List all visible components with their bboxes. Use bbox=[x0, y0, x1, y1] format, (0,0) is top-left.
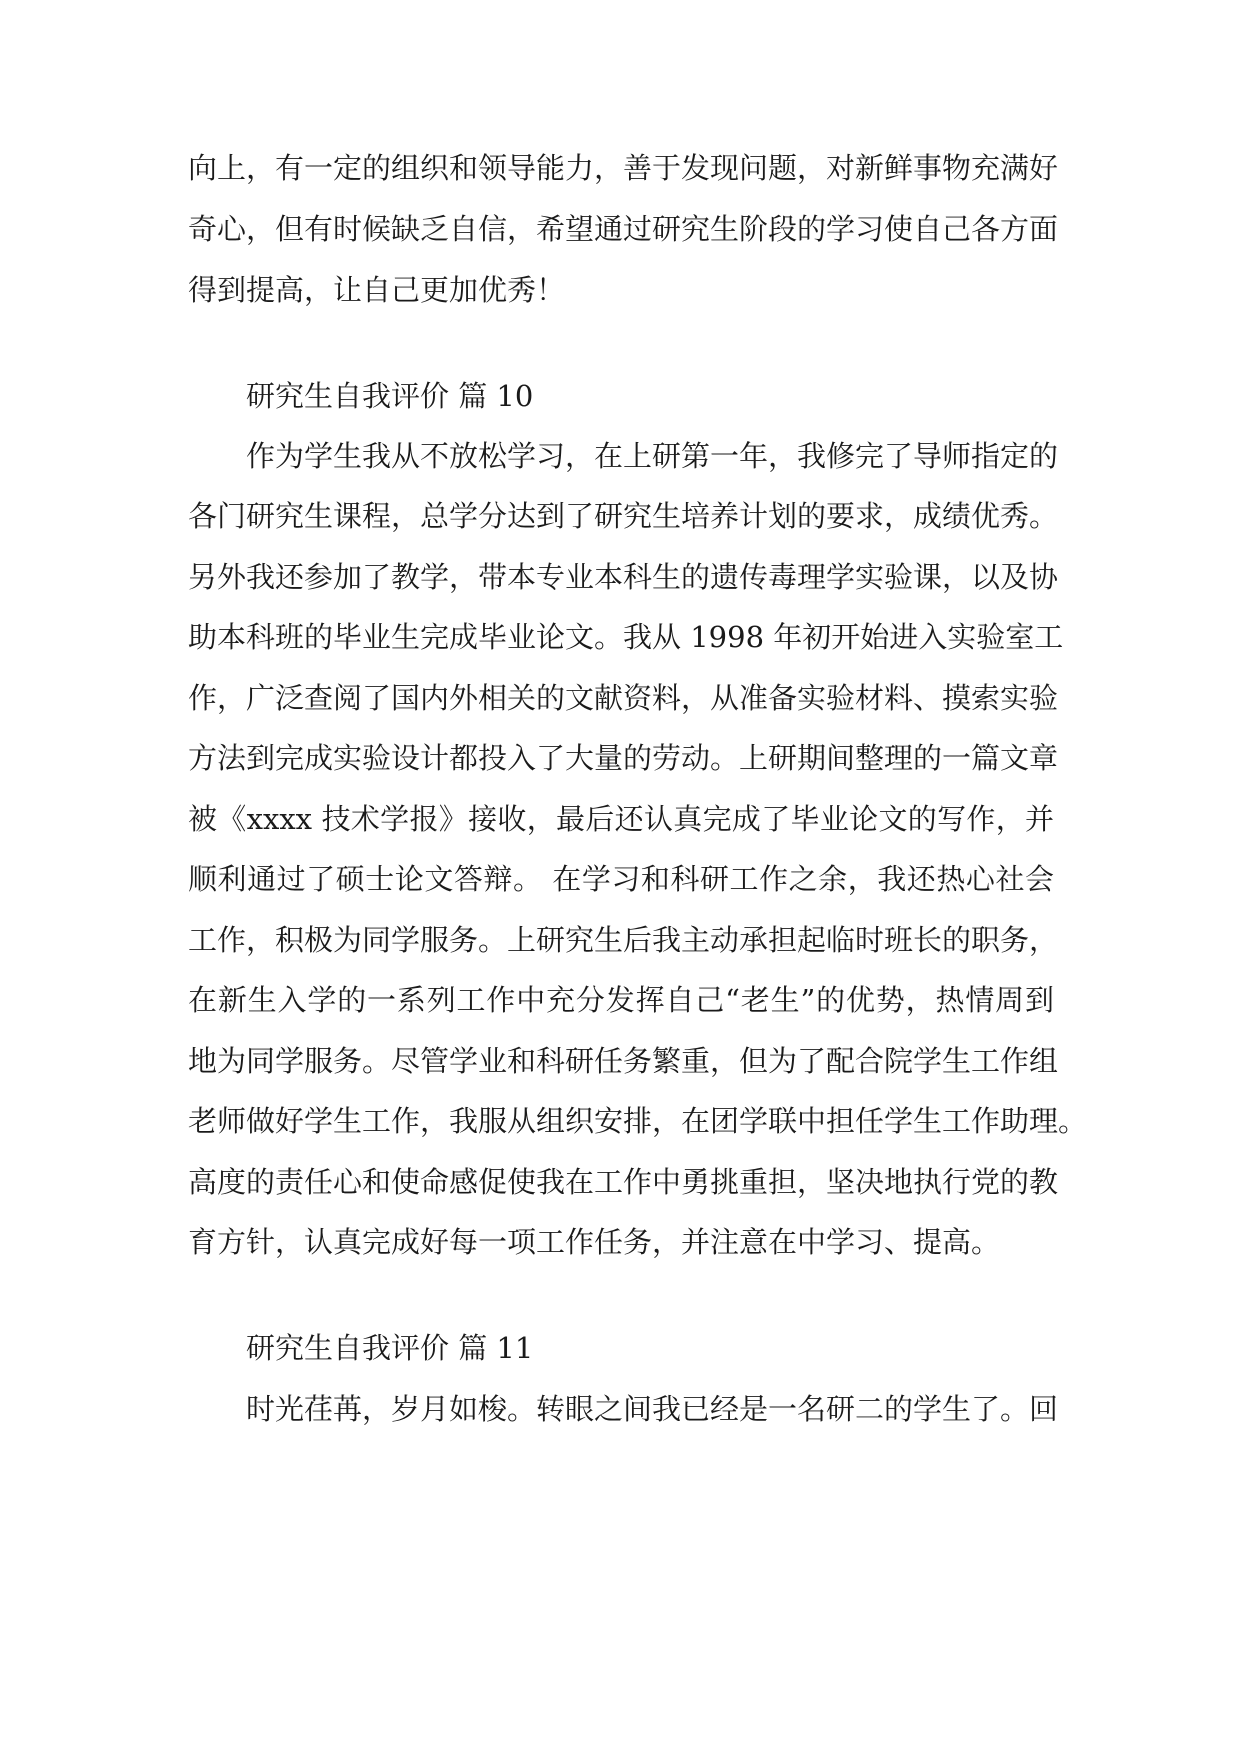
paragraph-line: 育方针，认真完成好每一项工作任务，并注意在中学习、提高。 bbox=[188, 1225, 1001, 1259]
paragraph-line: 作，广泛查阅了国内外相关的文献资料，从准备实验材料、摸索实验 bbox=[188, 681, 1059, 715]
paragraph-line: 在新生入学的一系列工作中充分发挥自己“老生”的优势，热情周到 bbox=[188, 983, 1054, 1017]
section-heading: 研究生自我评价 篇 10 bbox=[246, 379, 534, 413]
paragraph-line: 各门研究生课程，总学分达到了研究生培养计划的要求，成绩优秀。 bbox=[188, 499, 1059, 533]
paragraph-line: 奇心，但有时候缺乏自信，希望通过研究生阶段的学习使自己各方面 bbox=[188, 212, 1059, 246]
paragraph-line: 得到提高，让自己更加优秀！ bbox=[188, 273, 566, 307]
section-heading: 研究生自我评价 篇 11 bbox=[246, 1331, 534, 1365]
paragraph-line: 工作，积极为同学服务。上研究生后我主动承担起临时班长的职务， bbox=[188, 923, 1059, 957]
paragraph-line: 作为学生我从不放松学习，在上研第一年，我修完了导师指定的 bbox=[246, 439, 1059, 473]
paragraph-line: 助本科班的毕业生完成毕业论文。我从 1998 年初开始进入实验室工 bbox=[188, 620, 1064, 654]
paragraph-line: 时光荏苒，岁月如梭。转眼之间我已经是一名研二的学生了。回 bbox=[246, 1392, 1059, 1426]
paragraph-line: 顺利通过了硕士论文答辩。 在学习和科研工作之余，我还热心社会 bbox=[188, 862, 1054, 896]
paragraph-line: 老师做好学生工作，我服从组织安排，在团学联中担任学生工作助理。 bbox=[188, 1104, 1088, 1138]
paragraph-line: 方法到完成实验设计都投入了大量的劳动。上研期间整理的一篇文章 bbox=[188, 741, 1059, 775]
paragraph-line: 另外我还参加了教学，带本专业本科生的遗传毒理学实验课，以及协 bbox=[188, 560, 1059, 594]
paragraph-line: 地为同学服务。尽管学业和科研任务繁重，但为了配合院学生工作组 bbox=[188, 1044, 1059, 1078]
paragraph-line: 高度的责任心和使命感促使我在工作中勇挑重担，坚决地执行党的教 bbox=[188, 1165, 1059, 1199]
paragraph-line: 向上，有一定的组织和领导能力，善于发现问题，对新鲜事物充满好 bbox=[188, 151, 1059, 185]
paragraph-line: 被《xxxx 技术学报》接收，最后还认真完成了毕业论文的写作，并 bbox=[188, 802, 1054, 836]
